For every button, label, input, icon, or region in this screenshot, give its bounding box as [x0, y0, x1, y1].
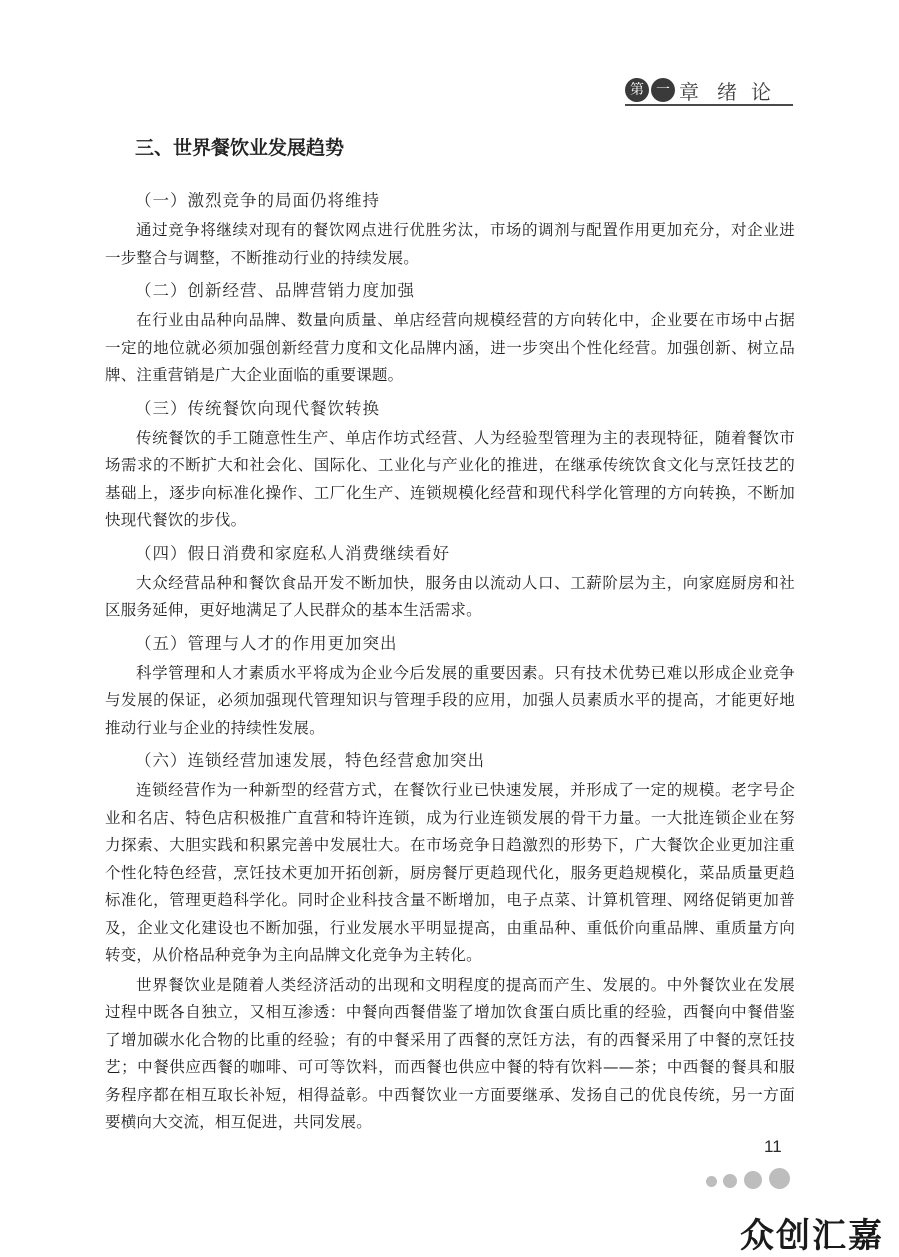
watermark: 众创汇嘉 [740, 1216, 884, 1256]
dot-decoration [769, 1168, 790, 1189]
page-body [105, 126, 795, 1139]
chapter-badge: 第 [625, 78, 649, 102]
page-number: 11 [764, 1137, 782, 1156]
subheading-2: （二）创新经营、品牌营销力度加强 [135, 281, 415, 300]
subheading-5: （五）管理与人才的作用更加突出 [135, 633, 398, 653]
section-heading: 三、世界餐饮业发展趋势 [135, 137, 345, 159]
chapter-title: 绪论 [717, 79, 785, 104]
paragraph: 传统餐饮的手工随意性生产、单店作坊式经营、人为经验型管理为主的表现特征，随着餐饮市场需求的不断扩大和社会化、国际化、工业化与产业化的推进，在继承传统饮食文化与烹饪技艺的基础上，逐步向标准化操作、工厂化生产、连锁规模化经营和现代科学化管理的方向转换，不断加快现代餐饮的步伐。 [105, 428, 795, 529]
dot-decoration [706, 1176, 717, 1187]
subheading-1: （一）激烈竞争的局面仍将维持 [135, 191, 380, 210]
subheading-3: （三）传统餐饮向现代餐饮转换 [135, 398, 380, 418]
dot-decoration [744, 1171, 762, 1189]
subheading-4: （四）假日消费和家庭私人消费继续看好 [135, 543, 450, 563]
paragraph: 世界餐饮业是随着人类经济活动的出现和文明程度的提高而产生、发展的。中外餐饮业在发展过程中既各自独立，又相互渗透：中餐向西餐借鉴了增加饮食蛋白质比重的经验，西餐向中餐借鉴了增加碳水化合物的比重的经验；有的中餐采用了西餐的烹饪方法，有的西餐采用了中餐的烹饪技艺；中餐供应西餐的咖啡、可可等饮料，而西餐也供应中餐的特有饮料——茶；中西餐的餐具和服务程序都在相互取长补短，相得益彰。中西餐饮业一方面要继承、发扬自己的优良传统，另一方面要横向大交流，相互促进，共同发展。 [105, 975, 795, 1131]
paragraph: 科学管理和人才素质水平将成为企业今后发展的重要因素。只有技术优势已难以形成企业竞争与发展的保证，必须加强现代管理知识与管理手段的应用，加强人员素质水平的提高，才能更好地推动行业与企业的持续性发展。 [105, 663, 795, 737]
paragraph: 通过竞争将继续对现有的餐饮网点进行优胜劣汰，市场的调剂与配置作用更加充分，对企业进一步整合与调整，不断推动行业的持续发展。 [105, 221, 795, 267]
paragraph: 大众经营品种和餐饮食品开发不断加快，服务由以流动人口、工薪阶层为主，向家庭厨房和社区服务延伸，更好地满足了人民群众的基本生活需求。 [105, 573, 795, 619]
header-rule [625, 104, 793, 106]
chapter-number-badge: 一 [651, 78, 675, 102]
chapter-header [625, 76, 795, 104]
dot-decoration [723, 1174, 737, 1188]
paragraph: 在行业由品种向品牌、数量向质量、单店经营向规模经营的方向转化中，企业要在市场中占据一定的地位就必须加强创新经营力度和文化品牌内涵，进一步突出个性化经营。加强创新、树立品牌、注重营销是广大企业面临的重要课题。 [105, 311, 795, 384]
subheading-6: （六）连锁经营加速发展，特色经营愈加突出 [135, 751, 485, 770]
chapter-suffix: 章 [679, 79, 701, 104]
paragraph: 连锁经营作为一种新型的经营方式，在餐饮行业已快速发展，并形成了一定的规模。老字号企业和名店、特色店积极推广直营和特许连锁，成为行业连锁发展的骨干力量。一大批连锁企业在努力探索、大胆实践和积累完善中发展壮大。在市场竞争日趋激烈的形势下，广大餐饮企业更加注重个性化特色经营，烹饪技术更加开拓创新，厨房餐厅更趋现代化，服务更趋规模化，菜品质量更趋标准化，管理更趋科学化。同时企业科技含量不断增加，电子点菜、计算机管理、网络促销更加普及，企业文化建设也不断加强，行业发展水平明显提高，由重品种、重低价向重品牌、重质量方向转变，从价格品种竞争为主向品牌文化竞争为主转化。 [105, 781, 795, 964]
page-dots-decoration [706, 1162, 796, 1192]
